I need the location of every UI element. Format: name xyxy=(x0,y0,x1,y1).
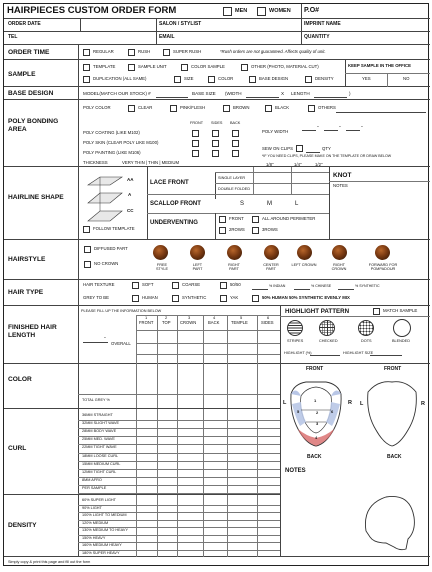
head-outline-diagram xyxy=(364,378,420,450)
brown-checkbox[interactable] xyxy=(223,105,230,112)
sample-unit-label: SAMPLE UNIT xyxy=(138,64,167,69)
density-option[interactable]: 100% LIGHT TO MEDIUM xyxy=(82,513,127,517)
len-sides-header: SIDES xyxy=(261,320,274,325)
density-checkbox[interactable] xyxy=(305,76,312,83)
lace-front-label: LACE FRONT xyxy=(150,180,189,186)
grey-human-checkbox[interactable] xyxy=(132,295,139,302)
poly-painting-label: POLY PAINTING (LIKE M106) xyxy=(83,150,141,155)
hairline-shape-icons xyxy=(86,173,126,223)
curl-option[interactable]: 25MM MED. WAVE xyxy=(82,437,115,442)
curl-option[interactable]: 8MM AFRO xyxy=(82,477,102,482)
vent-3rows-label: 3ROWS xyxy=(262,227,278,232)
info-row-1 xyxy=(4,19,430,32)
hairline-notes-label: NOTES xyxy=(333,183,348,188)
hairstyle-label: HAIRSTYLE xyxy=(8,256,46,263)
regular-label: REGULAR xyxy=(93,49,114,54)
keep-no[interactable]: NO xyxy=(403,76,410,81)
left-part-icon[interactable] xyxy=(190,245,205,260)
pink-checkbox[interactable] xyxy=(170,105,177,112)
vent-3rows-checkbox[interactable] xyxy=(252,227,259,234)
painting-sides-box[interactable] xyxy=(212,150,219,157)
others-label: OTHERS xyxy=(318,105,336,110)
fifty-fifty-checkbox[interactable] xyxy=(220,282,227,289)
form-title: HAIRPIECES CUSTOM ORDER FORM xyxy=(7,5,177,16)
duplication-checkbox[interactable] xyxy=(83,76,90,83)
black-checkbox[interactable] xyxy=(265,105,272,112)
len-top-header: TOP xyxy=(162,320,171,325)
lower-section: COLOR TOTAL GREY % CURL 36MM STRAIGHT 32MM SLIGHT WAVE 28MM BODY WAVE 25MM MED. WAVE 22MM TIGHT WAVE 18MM LOOSE CURL 15MM MEDIUM CURL 12MM TIGHT CURL 8MM AFRO PER SAMPLE DENSITY 60% SUPER LIGHT 90% LIGHT 100% LIGHT TO MEDIUM 120% MEDIUM 130% MEDIUM TO HEAVY 150% HEAVY 160% MEDIUM HEAVY 180% SUPER HEAVY FRONT FRONT 1 2 3 4 5 6 L R L R BACK BACK NOTES xyxy=(4,364,430,557)
side-head-outline xyxy=(356,491,420,555)
follow-template-checkbox[interactable] xyxy=(83,226,90,233)
clear-checkbox[interactable] xyxy=(128,105,135,112)
coarse-label: COARSE xyxy=(182,282,201,287)
sample-unit-checkbox[interactable] xyxy=(128,64,135,71)
density-opt-label: DENSITY xyxy=(315,76,334,81)
coarse-checkbox[interactable] xyxy=(172,282,179,289)
order-form xyxy=(3,3,429,566)
finished-label: FINISHED HAIR LENGTH xyxy=(8,324,57,339)
rush-checkbox[interactable] xyxy=(128,49,135,56)
order-time-row xyxy=(4,45,430,60)
right-crown-icon[interactable] xyxy=(332,245,347,260)
diagram-notes-label: NOTES xyxy=(285,468,306,474)
len-crown-header: CROWN xyxy=(180,320,197,325)
keep-yes[interactable]: YES xyxy=(362,76,371,81)
rush-note: *Rush orders are not guaranteed. Affects quality of unit. xyxy=(220,49,326,54)
lace-size-14: 1/4" xyxy=(294,162,302,167)
color-label: COLOR xyxy=(8,376,32,383)
poly-label: POLY BONDING AREA xyxy=(8,118,59,133)
vent-front-label: FRONT xyxy=(229,216,244,221)
diagram-back-label-2: BACK xyxy=(387,454,402,460)
highlight-title: HIGHLIGHT PATTERN xyxy=(285,308,350,315)
close-paren: ) xyxy=(349,91,351,96)
density-option[interactable]: 150% HEAVY xyxy=(82,535,106,540)
total-grey-label: TOTAL GREY % xyxy=(82,398,110,402)
grey-yak-checkbox[interactable] xyxy=(220,295,227,302)
women-label: WOMEN xyxy=(269,8,291,14)
diagram-right-l-label: L xyxy=(360,401,364,407)
sides-col-header: SIDES xyxy=(211,121,223,125)
order-time-label: ORDER TIME xyxy=(8,49,50,56)
density-label: DENSITY xyxy=(8,522,37,529)
painting-front-box[interactable] xyxy=(192,150,199,157)
lace-size-18: 1/8" xyxy=(266,162,274,167)
diffused-label: DIFFUSED PART xyxy=(94,246,128,251)
scallop-label: SCALLOP FRONT xyxy=(150,201,201,207)
len-back-header: BACK xyxy=(208,320,220,325)
grey-human-label: HUMAN xyxy=(142,295,158,300)
diagram-front-label-2: FRONT xyxy=(384,366,402,372)
match-sample-label: MATCH SAMPLE xyxy=(383,308,418,313)
thickness-options: VERY THIN | THIN | MEDIUM xyxy=(122,160,180,165)
vent-front-checkbox[interactable] xyxy=(219,216,226,223)
texture-label: HAIR TEXTURE xyxy=(83,282,115,287)
women-checkbox[interactable] xyxy=(257,7,266,16)
black-label: BLACK xyxy=(275,105,290,110)
front-col-header: FRONT xyxy=(190,121,204,125)
grey-mix-checkbox[interactable] xyxy=(252,295,259,302)
scallop-l[interactable]: L xyxy=(295,201,299,207)
model-label: MODEL(MATCH OUR STOCK) # xyxy=(83,91,151,96)
template-checkbox[interactable] xyxy=(83,64,90,71)
density-option[interactable]: 90% LIGHT xyxy=(82,505,102,510)
keep-sample-label: KEEP SAMPLE IN THE OFFICE xyxy=(348,63,411,68)
base-size-label: BASE SIZE xyxy=(192,91,216,96)
rush-label: RUSH xyxy=(138,49,151,54)
coating-sides-box[interactable] xyxy=(212,130,219,137)
shape-aa: AA xyxy=(127,177,134,182)
length-label: LENGTH xyxy=(291,91,310,96)
tel-label: TEL xyxy=(8,34,18,40)
vent-perimeter-checkbox[interactable] xyxy=(252,216,259,223)
grey-synthetic-checkbox[interactable] xyxy=(172,295,179,302)
soft-label: SOFT xyxy=(142,282,154,287)
vent-2rows-label: 2ROWS xyxy=(229,227,245,232)
double-folded-label: DOUBLE FOLDED xyxy=(218,187,251,191)
regular-checkbox[interactable] xyxy=(83,49,90,56)
color-sample-label: COLOR SAMPLE xyxy=(191,64,225,69)
base-design-opt-label: BASE DESIGN xyxy=(259,76,289,81)
center-part-icon[interactable] xyxy=(264,245,279,260)
men-checkbox[interactable] xyxy=(223,7,232,16)
diffused-checkbox[interactable] xyxy=(84,246,91,253)
men-label: MEN xyxy=(235,8,248,14)
knot-label: KNOT xyxy=(333,172,352,179)
follow-template-label: FOLLOW TEMPLATE xyxy=(93,226,135,231)
finished-instructions: PLEASE FILL UP THE INFORMATION BELOW xyxy=(81,309,162,313)
density-option[interactable]: 180% SUPER HEAVY xyxy=(82,550,120,555)
thickness-label: THICKNESS xyxy=(83,160,108,165)
order-date-label: ORDER DATE xyxy=(8,21,41,27)
color-checkbox[interactable] xyxy=(208,76,215,83)
size-label: SIZE xyxy=(184,76,194,81)
coating-front-box[interactable] xyxy=(192,130,199,137)
super-rush-label: SUPER RUSH xyxy=(173,49,202,54)
sew-clips-label: SEW ON CLIPS xyxy=(262,146,294,151)
skin-sides-box[interactable] xyxy=(212,140,219,147)
super-rush-checkbox[interactable] xyxy=(163,49,170,56)
sample-label: SAMPLE xyxy=(8,71,36,78)
grey-synthetic-label: SYNTHETIC xyxy=(182,295,207,300)
diagram-front-label: FRONT xyxy=(306,366,324,372)
base-design-row xyxy=(4,87,430,100)
diagram-right-label: R xyxy=(348,400,352,406)
forward-pompadour-icon[interactable] xyxy=(375,245,390,260)
highlight-size-label: HIGHLIGHT SIZE xyxy=(343,351,374,355)
shape-cc: CC xyxy=(127,208,134,213)
brown-label: BROWN xyxy=(233,105,250,110)
poly-row: POLY BONDING AREA POLY COLOR CLEAR PINK/FLESH BROWN BLACK OTHERS FRONT SIDES BACK POLY COATING (LIKE M102) POLY SKIN (CLEAR POLY LIKE M100) POLY PAINTING (LIKE M106) THICKNESS VERY THIN | THIN | MEDIUM POLY WIDTH " " " SEW ON CLIPS QTY *IF YOU NEED CLIPS, PLEASE MAKE ON THE TEMPLATE OR DRAW BELOW xyxy=(4,100,430,167)
skin-back-box[interactable] xyxy=(232,140,239,147)
diagram-back-label: BACK xyxy=(307,454,322,460)
fifty-fifty-label: 50/50 xyxy=(230,282,241,287)
shape-a: A xyxy=(128,192,132,197)
clips-qty-label: QTY xyxy=(322,146,331,151)
curl-option[interactable]: PER SAMPLE xyxy=(82,485,107,490)
dots-pattern-icon[interactable] xyxy=(358,320,374,336)
back-col-header: BACK xyxy=(230,121,241,125)
template-label: TEMPLATE xyxy=(93,64,116,69)
x-label: X xyxy=(281,91,285,96)
imprint-label: IMPRINT NAME xyxy=(304,21,341,27)
size-checkbox[interactable] xyxy=(174,76,181,83)
grey-yak-label: YAK xyxy=(230,295,239,300)
checked-pattern-icon[interactable] xyxy=(319,320,335,336)
grey-label: GREY TO BE xyxy=(83,295,110,300)
others-checkbox[interactable] xyxy=(308,105,315,112)
poly-skin-label: POLY SKIN (CLEAR POLY LIKE M100) xyxy=(83,140,159,145)
len-front-header: FRONT xyxy=(139,320,154,325)
painting-back-box[interactable] xyxy=(232,150,239,157)
diagram-right-r-label: R xyxy=(421,401,425,407)
free-style-icon[interactable] xyxy=(153,245,168,260)
poly-width-label: POLY WIDTH xyxy=(262,129,289,134)
hairline-label: HAIRLINE SHAPE xyxy=(8,194,64,201)
other-sample-label: OTHER (PHOTO, MATERIAL CUT) xyxy=(251,64,319,69)
grey-mix-label: 50% HUMAN 50% SYNTHETIC EVENLY MIX xyxy=(262,295,350,300)
vent-perimeter-label: ALL AROUND PERIMETER xyxy=(262,216,316,221)
sample-row xyxy=(4,60,430,87)
curl-option[interactable]: 22MM TIGHT WAVE xyxy=(82,445,117,450)
density-option[interactable]: 160% MEDIUM HEAVY xyxy=(82,543,122,547)
vent-2rows-checkbox[interactable] xyxy=(219,227,226,234)
density-option[interactable]: 130% MEDIUM TO HEAVY xyxy=(82,528,128,532)
no-crown-label: NO CROWN xyxy=(94,261,119,266)
density-option[interactable]: 60% SUPER LIGHT xyxy=(82,498,116,502)
no-crown-checkbox[interactable] xyxy=(84,261,91,268)
density-option[interactable]: 120% MEDIUM xyxy=(82,520,109,525)
clip-note: *IF YOU NEED CLIPS, PLEASE MAKE ON THE TEMPLATE OR DRAW BELOW xyxy=(262,154,392,158)
highlight-pct-label: HIGHLIGHT (%) xyxy=(284,351,312,355)
quantity-label: QUANTITY xyxy=(304,34,330,40)
soft-checkbox[interactable] xyxy=(132,282,139,289)
blended-pattern-icon[interactable] xyxy=(393,319,411,337)
hair-type-label: HAIR TYPE xyxy=(8,289,44,296)
hairstyle-row: HAIRSTYLE DIFFUSED PART NO CROWN FREE STYLE LEFT PART RIGHT PART CENTER PART LEFT CROWN RIGHT CROWN FORWARD FOR POMPADOUR xyxy=(4,240,430,280)
left-crown-icon[interactable] xyxy=(297,245,312,260)
overall-label: OVERALL xyxy=(111,341,131,346)
right-part-icon[interactable] xyxy=(227,245,242,260)
curl-option[interactable]: 12MM TIGHT CURL xyxy=(82,469,117,474)
poly-color-label: POLY COLOR xyxy=(83,105,111,110)
width-label: (WIDTH xyxy=(225,91,242,96)
pink-label: PINK/FLESH xyxy=(180,105,206,110)
curl-option[interactable]: 15MM MEDIUM CURL xyxy=(82,461,121,466)
salon-label: SALON / STYLIST xyxy=(159,21,202,27)
scallop-s[interactable]: S xyxy=(240,201,245,207)
underventing-label: UNDERVENTING xyxy=(150,220,198,226)
single-layer-label: SINGLE LAYER xyxy=(218,176,246,180)
sew-clips-checkbox[interactable] xyxy=(296,145,303,152)
match-sample-checkbox[interactable] xyxy=(373,308,380,315)
stripes-pattern-icon[interactable] xyxy=(287,320,303,336)
base-design-checkbox[interactable] xyxy=(249,76,256,83)
duplication-label: DUPLICATION (ALL SAME) xyxy=(93,76,147,81)
curl-option[interactable]: 36MM STRAIGHT xyxy=(82,413,113,417)
scallop-m[interactable]: M xyxy=(267,201,272,207)
info-row-2 xyxy=(4,32,430,45)
curl-option[interactable]: 28MM BODY WAVE xyxy=(82,429,117,434)
po-label: P.O# xyxy=(304,7,320,14)
other-sample-checkbox[interactable] xyxy=(241,64,248,71)
curl-label: CURL xyxy=(8,445,27,452)
skin-front-box[interactable] xyxy=(192,140,199,147)
finished-row: FINISHED HAIR LENGTH PLEASE FILL UP THE INFORMATION BELOW 1 FRONT 2 TOP 3 CROWN 4 BACK 5 TEMPLE 6 SIDES " OVERALL HIGHLIGHT PATTERN MATCH SAMPLE STRIPES CHECKED DOTS BLENDED HIGHLIGHT (%) HIGHLIGHT SIZE xyxy=(4,306,430,364)
len-temple-header: TEMPLE xyxy=(231,320,248,325)
curl-option[interactable]: 32MM SLIGHT WAVE xyxy=(82,421,120,426)
color-label: COLOR xyxy=(218,76,234,81)
diagram-left-label: L xyxy=(283,400,287,406)
header-row xyxy=(4,4,430,19)
base-design-label: BASE DESIGN xyxy=(8,90,54,97)
color-sample-checkbox[interactable] xyxy=(181,64,188,71)
footer-text: Simply copy & print this page and fill out the form xyxy=(8,560,91,564)
clear-label: CLEAR xyxy=(138,105,153,110)
lace-size-12: 1/2" xyxy=(315,162,323,167)
email-label: EMAIL xyxy=(159,34,175,40)
poly-coating-label: POLY COATING (LIKE M102) xyxy=(83,130,140,135)
curl-option[interactable]: 18MM LOOSE CURL xyxy=(82,453,119,458)
coating-back-box[interactable] xyxy=(232,130,239,137)
hair-type-row: HAIR TYPE HAIR TEXTURE SOFT COARSE 50/50 % INDIAN % CHINESE % SYNTHETIC GREY TO BE HUMAN SYNTHETIC YAK 50% HUMAN 50% SYNTHETIC EVENLY MIX xyxy=(4,280,430,306)
